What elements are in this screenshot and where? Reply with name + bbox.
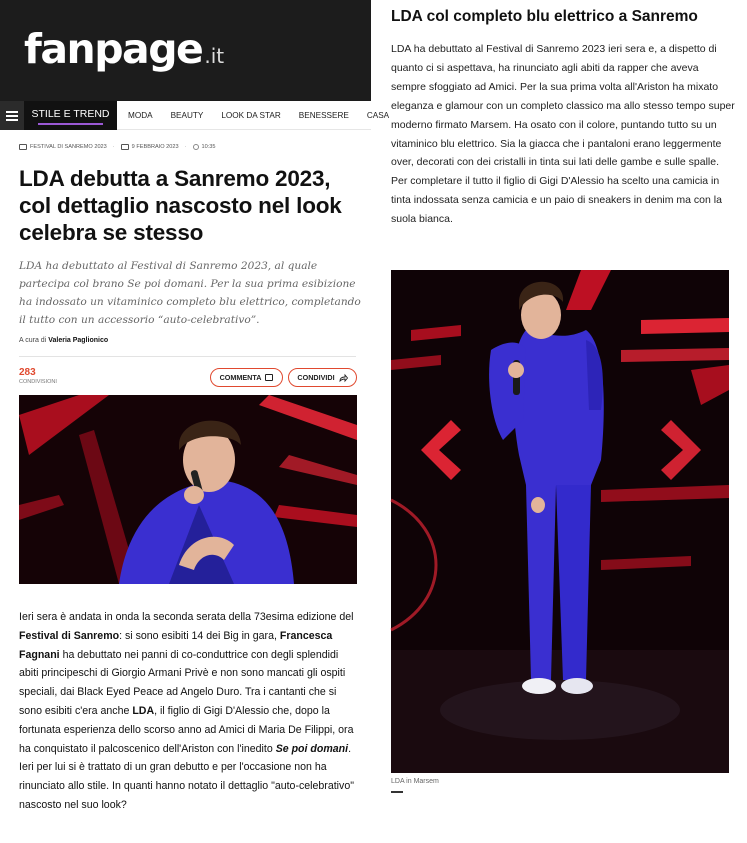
nav-item-casa[interactable]: CASA bbox=[366, 111, 390, 120]
share-count-label: CONDIVISIONI bbox=[19, 379, 57, 385]
link-se-poi-domani[interactable]: Se poi domani bbox=[275, 742, 349, 755]
link-festival-di-sanremo[interactable]: Festival di Sanremo bbox=[19, 629, 120, 642]
nav-item-benessere[interactable]: BENESSERE bbox=[298, 111, 349, 120]
image-caption: LDA in Marsem bbox=[391, 778, 439, 785]
share-button-label: CONDIVIDI bbox=[297, 373, 335, 382]
link-francesca-fagnani[interactable]: Francesca Fagnani bbox=[19, 629, 333, 661]
divider bbox=[19, 356, 356, 357]
body-text-2: : si sono esibiti 14 dei Big in gara, bbox=[119, 629, 280, 642]
meta-separator-2: · bbox=[184, 144, 187, 150]
look-image bbox=[391, 270, 729, 773]
byline-prefix: A cura di bbox=[19, 337, 47, 344]
nav-items bbox=[128, 101, 407, 130]
share-count: 283 bbox=[19, 367, 36, 378]
byline bbox=[19, 337, 108, 344]
share-icon bbox=[339, 374, 348, 382]
body-text-3: ha debuttato nei panni di co-conduttrice con degli splendidi abiti principeschi di Giorgio Armani Privè e non sono mancati gli ospiti speciali, dai Black Eyed Peace ad Angelo Duro. Tra i cantanti che si sono esibiti c'era anche bbox=[19, 648, 346, 717]
site-logo[interactable] bbox=[24, 24, 224, 81]
category-icon bbox=[19, 144, 27, 150]
article-date: 9 FEBBRAIO 2023 bbox=[131, 144, 179, 150]
comment-button-label: COMMENTA bbox=[219, 373, 262, 382]
article-hero-image bbox=[19, 395, 357, 584]
meta-separator: · bbox=[112, 144, 115, 150]
body-text-4: , il figlio di Gigi D'Alessio che, dopo la fortunata esperienza dello scorso anno ad Amici di Maria De Filippi, ora ha conquistato il palcoscenico dell'Ariston con l'inedito bbox=[19, 704, 354, 755]
link-lda[interactable]: LDA bbox=[132, 704, 155, 717]
article-body bbox=[19, 608, 358, 815]
article-meta bbox=[19, 144, 216, 150]
article-title: LDA debutta a Sanremo 2023, col dettaglio nascosto nel look celebra se stesso bbox=[19, 166, 342, 245]
calendar-icon bbox=[121, 144, 129, 150]
share-counter bbox=[19, 367, 57, 385]
nav-item-look-da-star[interactable]: LOOK DA STAR bbox=[221, 111, 281, 120]
logo-tld: .it bbox=[204, 44, 225, 68]
article-time: 10:35 bbox=[201, 144, 216, 150]
logo-text: fanpage bbox=[24, 25, 203, 73]
clock-icon bbox=[193, 144, 199, 150]
article-category[interactable]: FESTIVAL DI SANREMO 2023 bbox=[30, 144, 107, 150]
article-summary: LDA ha debuttato al Festival di Sanremo 2023, al quale partecipa col brano Se poi domani. Per la sua prima esibizione ha indossato un vitaminico completo blu elettrico, completando il tutto con un accessorio “auto-celebrativo”. bbox=[19, 260, 361, 326]
nav-item-moda[interactable]: MODA bbox=[128, 111, 153, 120]
body-text-5: . Ieri per lui si è trattato di un gran debutto e per l'occasione non ha rinunciato allo stile. In quanti hanno notato il dettaglio "auto-celebrativo" nascosto nel suo look? bbox=[19, 742, 354, 811]
author-link[interactable]: Valeria Paglionico bbox=[48, 337, 109, 344]
caption-underline bbox=[391, 791, 403, 793]
section-title: LDA col completo blu elettrico a Sanremo bbox=[391, 8, 698, 25]
section-tab-stile-e-trend[interactable]: STILE E TREND bbox=[24, 101, 117, 130]
nav-item-beauty[interactable]: BEAUTY bbox=[170, 111, 204, 120]
share-button[interactable] bbox=[288, 368, 357, 387]
section-text: LDA ha debuttato al Festival di Sanremo 2023 ieri sera e, a dispetto di quanto ci si aspettava, ha rinunciato agli abiti da rapper che aveva sempre sfoggiato ad Amici. Per la sua prima volta all'Ariston ha mixato eleganza e glamour con un completo classico ma allo stesso tempo super moderno firmato Marsem. Ha osato con il colore, puntando tutto su un vitaminico blu elettrico. Sia la giacca che i pantaloni erano leggermente over, decorati con dei cristalli in tinta sui lati delle gambe e sulle spalle. Per completare il tutto il figlio di Gigi D'Alessio ha scelto una camicia in tinta indossata senza camicia e un paio di sneakers in denim ma con la suola bianca. bbox=[391, 43, 735, 226]
body-text-1: Ieri sera è andata in onda la seconda serata della 73esima edizione del bbox=[19, 611, 354, 623]
site-header bbox=[0, 0, 371, 101]
comment-icon bbox=[265, 374, 273, 381]
menu-icon[interactable] bbox=[0, 101, 24, 130]
category-navbar bbox=[0, 101, 390, 130]
comment-button[interactable] bbox=[210, 368, 283, 387]
